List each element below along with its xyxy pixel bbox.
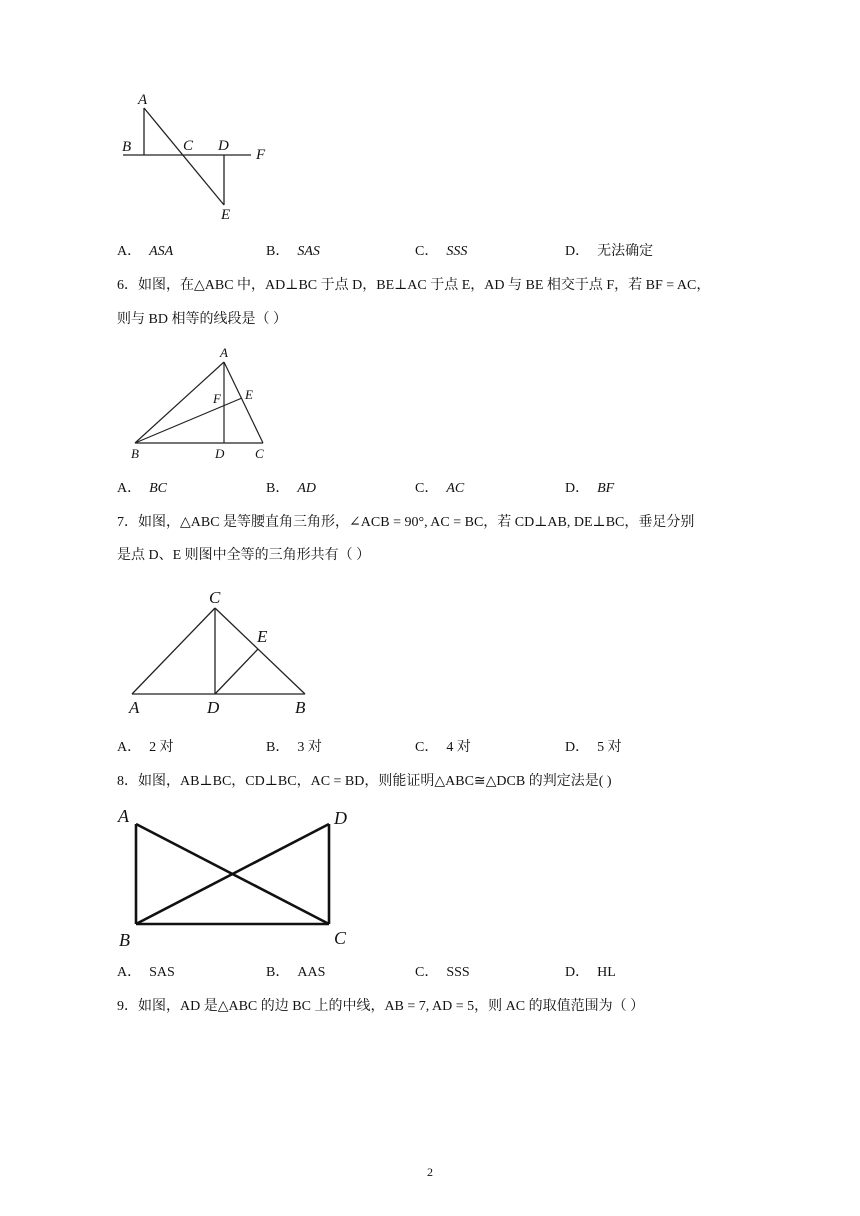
q8-option-b: B． AAS [266, 965, 326, 980]
q8-option-a: A． SAS [117, 965, 175, 980]
q6-option-c: C． AC [415, 481, 465, 496]
q6-label-c: C [255, 446, 264, 461]
q7-stem-line2: 是点 D、E 则图中全等的三角形共有（ ） [117, 548, 371, 563]
q6-label-f: F [213, 391, 221, 406]
q7-option-b: B． 3 对 [266, 740, 322, 755]
q8-option-c: C． SSS [415, 965, 470, 980]
q5-option-b: B． SAS [266, 244, 320, 259]
q7-label-d: D [207, 698, 220, 717]
q6-option-a: A． BC [117, 481, 168, 496]
q6-label-b: B [131, 446, 139, 461]
q7-option-d: D． 5 对 [565, 740, 622, 755]
q5-label-f: F [256, 147, 266, 163]
q6-stem-line2: 则与 BD 相等的线段是（ ） [117, 312, 287, 327]
q8-stem-line1: 8．如图，AB⊥BC，CD⊥BC，AC = BD，则能证明△ABC≅△DCB 的判定法是( ) [117, 774, 612, 789]
q5-label-a: A [138, 92, 148, 108]
q5-option-d: D． 无法确定 [565, 244, 654, 259]
q5-label-c: C [183, 138, 194, 154]
q7-option-a: A． 2 对 [117, 740, 174, 755]
q8-option-d: D． HL [565, 965, 616, 980]
q5-figure [115, 88, 275, 228]
q6-label-d: D [215, 446, 225, 461]
q7-stem-line1: 7．如图，△ABC 是等腰直角三角形，∠ACB = 90°, AC = BC，若 CD⊥AB, DE⊥BC，垂足分别 [117, 515, 695, 530]
q6-label-a: A [220, 345, 228, 360]
q6-figure [125, 342, 275, 464]
q8-label-d: D [334, 808, 347, 828]
q8-label-b: B [119, 930, 130, 950]
q7-label-e: E [257, 627, 268, 646]
q6-stem-line1: 6．如图，在△ABC 中，AD⊥BC 于点 D，BE⊥AC 于点 E，AD 与 BE 相交于点 F，若 BF = AC， [117, 278, 711, 293]
q5-label-e: E [221, 207, 231, 223]
q5-label-d: D [218, 138, 229, 154]
q5-option-a: A． ASA [117, 244, 174, 259]
q8-figure [112, 804, 362, 954]
q5-option-c: C． SSS [415, 244, 468, 259]
q8-label-a: A [118, 806, 129, 826]
q7-option-c: C． 4 对 [415, 740, 471, 755]
q6-option-d: D． BF [565, 481, 615, 496]
q6-option-b: B． AD [266, 481, 317, 496]
q7-label-a: A [129, 698, 140, 717]
q5-label-b: B [122, 139, 132, 155]
page-number: 2 [427, 1165, 433, 1179]
q8-label-c: C [334, 928, 347, 948]
q6-label-e: E [245, 387, 253, 402]
q7-label-b: B [295, 698, 306, 717]
q7-figure [120, 585, 320, 720]
q9-stem-line1: 9．如图，AD 是△ABC 的边 BC 上的中线，AB = 7, AD = 5，则 AC 的取值范围为（ ） [117, 999, 645, 1014]
q7-label-c: C [209, 588, 221, 607]
